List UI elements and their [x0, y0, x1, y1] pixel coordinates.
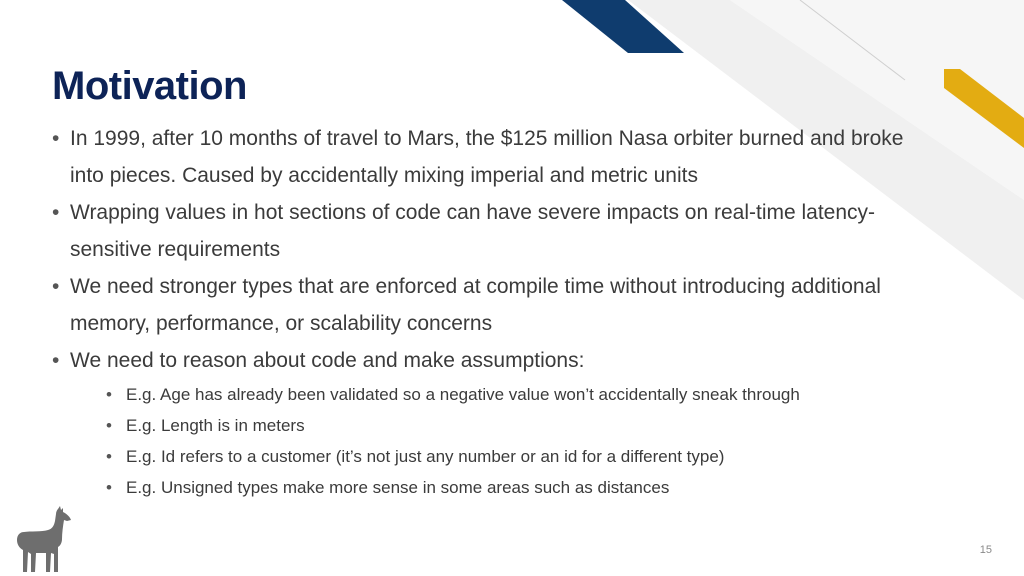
llama-icon [14, 506, 74, 574]
bullet-item [52, 342, 932, 503]
sub-bullet-item: • E.g. Length is in meters [70, 410, 932, 441]
sub-bullet-list [70, 379, 932, 503]
sub-bullet-item: • E.g. Unsigned types make more sense in some areas such as distances [70, 472, 932, 503]
bullet-list [52, 120, 932, 503]
bullet-item: • We need stronger types that are enforced at compile time without introducing additional memory, performance, or scalability concerns [52, 268, 932, 342]
bullet-item: • Wrapping values in hot sections of code can have severe impacts on real-time latency-sensitive requirements [52, 194, 932, 268]
bullet-item: • In 1999, after 10 months of travel to Mars, the $125 million Nasa orbiter burned and broke into pieces. Caused by accidentally mixing imperial and metric units [52, 120, 932, 194]
slide-title: Motivation [52, 64, 247, 108]
sub-bullet-item: • E.g. Id refers to a customer (it’s not just any number or an id for a different type) [70, 441, 932, 472]
sub-bullet-item: • E.g. Age has already been validated so a negative value won’t accidentally sneak through [70, 379, 932, 410]
bullet-text: We need to reason about code and make assumptions: [70, 349, 585, 372]
page-number: 15 [979, 544, 992, 556]
